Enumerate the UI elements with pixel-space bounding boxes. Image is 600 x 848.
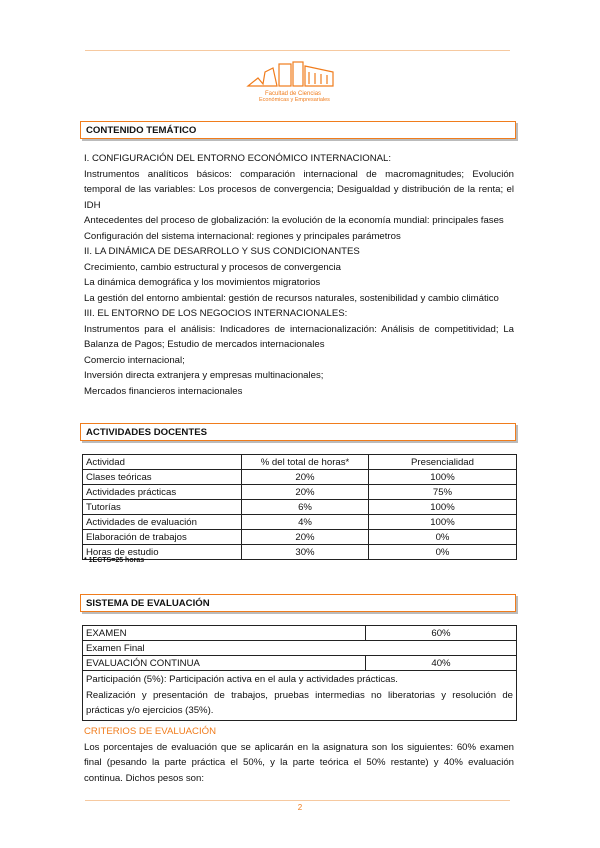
content-line: La dinámica demográfica y los movimientos migratorios [84,277,321,288]
svg-text:Facultad de Ciencias: Facultad de Ciencias [265,91,322,97]
cell: Horas de estudio [83,545,242,560]
content-line: Instrumentos analíticos básicos: comparación internacional de macromagnitudes; Evolución temporal de las variables: Los procesos de convergencia; Desigualdad y distribución de la renta; el IDH [84,168,514,211]
cell: 0% [369,545,517,560]
cell: EVALUACIÓN CONTINUA [83,656,366,671]
cell: Clases teóricas [83,470,242,485]
table-row [83,545,517,560]
content-line: II. LA DINÁMICA DE DESARROLLO Y SUS CONDICIONANTES [84,246,360,257]
criterios-block [84,724,514,786]
cell: 20% [242,470,369,485]
cell: Actividades de evaluación [83,515,242,530]
header-cell: Actividad [83,455,242,470]
table-row [83,671,517,721]
actividades-table [82,454,517,560]
section-header-actividades: ACTIVIDADES DOCENTES [80,423,516,441]
ects-note: * 1ECTS=25 horas [84,557,145,564]
table-row [83,656,517,671]
cell: 40% [366,656,517,671]
page-number: 2 [297,803,303,812]
cell: Examen Final [83,641,517,656]
content-line: La gestión del entorno ambiental: gestión de recursos naturales, sostenibilidad y cambio climático [84,292,499,304]
cell: 20% [242,530,369,545]
cell: Actividades prácticas [83,485,242,500]
header-cell: Presencialidad [369,455,517,470]
cell-text: Realización y presentación de trabajos, pruebas intermedias no liberatorias y resolución de prácticas y/o ejercicios (35%). [86,689,513,716]
contenido-text [84,151,514,399]
cell: 75% [369,485,517,500]
cell: 4% [242,515,369,530]
section-header-evaluacion: SISTEMA DE EVALUACIÓN [80,594,516,612]
cell-text: Participación (5%): Participación activa en el aula y actividades prácticas. [86,674,398,685]
table-header-row [83,455,517,470]
cell: 100% [369,500,517,515]
content-line: Comercio internacional; [84,354,185,366]
faculty-logo [243,58,338,108]
section-header-contenido: CONTENIDO TEMÁTICO [80,121,516,139]
table-row [83,485,517,500]
evaluacion-table [82,625,517,721]
criterios-text: Los porcentajes de evaluación que se aplicarán en la asignatura son los siguientes: 60% examen final (pesando la parte práctica el 50%, y la parte teórica el 50% restante) y 40% evaluación continua. Dichos pesos son: [84,741,514,784]
content-line: Antecedentes del proceso de globalización: la evolución de la economía mundial: principales fases [84,215,504,226]
cell: 60% [366,626,517,641]
table-row [83,641,517,656]
svg-text:Económicas y Empresariales: Económicas y Empresariales [259,97,330,103]
criterios-heading: CRITERIOS DE EVALUACIÓN [84,726,217,737]
cell: 0% [369,530,517,545]
cell: EXAMEN [83,626,366,641]
header-cell: % del total de horas* [242,455,369,470]
cell: 100% [369,515,517,530]
cell: 6% [242,500,369,515]
table-row [83,530,517,545]
table-row [83,626,517,641]
content-line: Inversión directa extranjera y empresas multinacionales; [84,370,324,381]
content-line: III. EL ENTORNO DE LOS NEGOCIOS INTERNACIONALES: [84,308,348,319]
cell: 30% [242,545,369,560]
header-rule [85,50,510,51]
cell: 100% [369,470,517,485]
footer-rule [85,800,510,801]
content-line: Mercados financieros internacionales [84,385,243,397]
content-line: Crecimiento, cambio estructural y procesos de convergencia [84,261,342,273]
table-row [83,470,517,485]
content-line: Instrumentos para el análisis: Indicadores de internacionalización: Análisis de competitividad; La Balanza de Pagos; Estudio de mercados internacionales [84,323,514,350]
cell: Elaboración de trabajos [83,530,242,545]
cell: Tutorías [83,500,242,515]
content-line: Configuración del sistema internacional: regiones y principales parámetros [84,230,401,242]
cell: 20% [242,485,369,500]
table-row [83,500,517,515]
table-row [83,515,517,530]
content-line: I. CONFIGURACIÓN DEL ENTORNO ECONÓMICO INTERNACIONAL: [84,153,392,164]
